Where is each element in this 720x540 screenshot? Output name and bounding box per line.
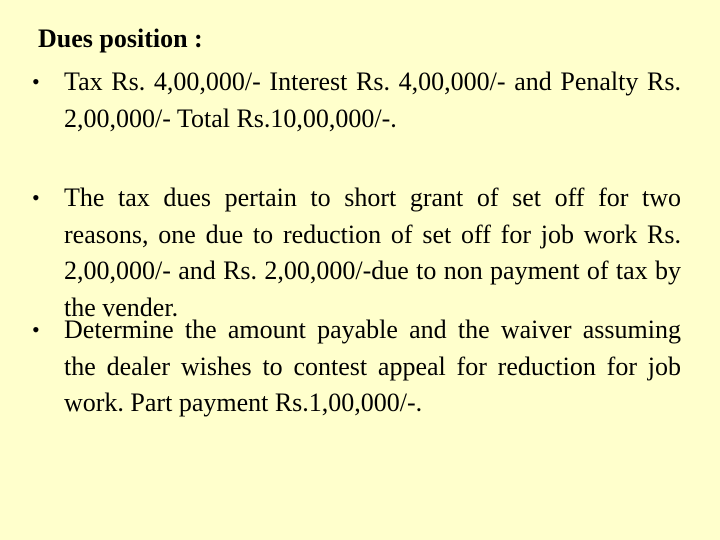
bullet-dot-icon: • bbox=[32, 69, 40, 94]
bullet-text: Tax Rs. 4,00,000/- Interest Rs. 4,00,000/- and Penalty Rs. 2,00,000/- Total Rs.10,00,000/-. bbox=[64, 67, 681, 133]
slide-heading: Dues position : bbox=[38, 24, 203, 53]
bullet-item-determine-amount bbox=[32, 312, 681, 422]
bullet-dot-icon: • bbox=[32, 185, 40, 210]
bullet-item-tax-total bbox=[32, 64, 681, 137]
bullet-text: Determine the amount payable and the waiver assuming the dealer wishes to contest appeal for reduction for job work. Part payment Rs.1,00,000/-. bbox=[64, 315, 681, 417]
bullet-text: The tax dues pertain to short grant of set off for two reasons, one due to reduction of set off for job work Rs. 2,00,000/- and Rs. 2,00,000/-due to non payment of tax by the vender. bbox=[64, 183, 681, 322]
bullet-item-tax-dues-reasons bbox=[32, 180, 681, 326]
bullet-dot-icon: • bbox=[32, 317, 40, 342]
